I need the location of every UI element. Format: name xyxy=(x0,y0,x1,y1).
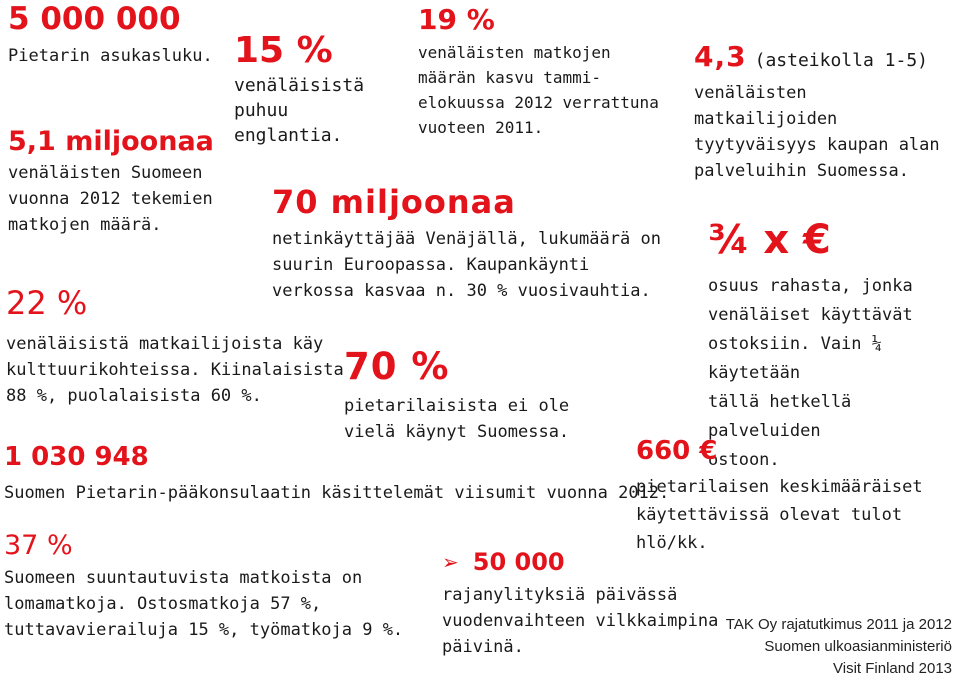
stat-text: netinkäyttäjää Venäjällä, lukumäärä on suurin Euroopassa. Kaupankäynti verkossa kasvaa n. 30 % vuosivauhtia. xyxy=(272,229,661,301)
stat-text: venäläisistä puhuu englantia. xyxy=(234,75,365,146)
stat-satisfaction xyxy=(694,40,960,184)
stat-text: pietarilaisista ei ole vielä käynyt Suomessa. xyxy=(344,396,570,442)
stat-value: 5,1 miljoonaa xyxy=(8,126,214,157)
stat-holiday xyxy=(4,532,403,643)
stat-income xyxy=(636,438,960,557)
stat-text: Suomen Pietarin-pääkonsulaatin käsittelemät viisumit vuonna 2012. xyxy=(4,483,670,503)
stat-value: 5 000 000 xyxy=(8,1,181,37)
stat-value: 22 % xyxy=(6,284,88,322)
stat-population xyxy=(8,1,213,69)
stat-value: 1 030 948 xyxy=(4,442,149,472)
stat-value: 660 € xyxy=(636,436,718,466)
stat-value: 15 % xyxy=(234,30,333,71)
stat-text: rajanylityksiä päivässä vuodenvaihteen vilkkaimpina päivinä. xyxy=(442,585,719,657)
stat-internet xyxy=(272,183,661,304)
stat-text: Pietarin asukasluku. xyxy=(8,46,213,66)
stat-text: osuus rahasta, jonka venäläiset käyttävät ostoksiin. Vain ¼ käytetään tällä hetkellä palveluiden ostoon. xyxy=(708,276,913,470)
stat-not-visited xyxy=(344,345,570,445)
stat-english xyxy=(234,30,365,148)
stat-value: 50 000 xyxy=(472,548,565,576)
stat-value: 70 % xyxy=(344,345,450,388)
stat-value: ¾ x € xyxy=(708,217,831,263)
stat-suffix: (asteikolla 1-5) xyxy=(754,50,928,71)
stat-text: venäläisten Suomeen vuonna 2012 tekemien matkojen määrä. xyxy=(8,163,213,235)
stat-value: 70 miljoonaa xyxy=(272,183,516,221)
stat-text: Suomeen suuntautuvista matkoista on lomamatkoja. Ostosmatkoja 57 %, tuttavavierailuja 15 %, työmatkoja 9 %. xyxy=(4,568,404,640)
stat-text: venäläisistä matkailijoista käy kulttuurikohteissa. Kiinalaisista 88 %, puolalaisista 60 %. xyxy=(6,334,344,406)
stat-value: 19 % xyxy=(418,3,495,36)
stat-text: venäläisten matkojen määrän kasvu tammi- elokuussa 2012 verrattuna vuoteen 2011. xyxy=(418,43,659,137)
stat-share xyxy=(708,217,960,475)
stat-growth xyxy=(418,3,659,140)
stat-crossings xyxy=(442,550,718,660)
sources-note: TAK Oy rajatutkimus 2011 ja 2012 Suomen ulkoasianministeriö Visit Finland 2013 xyxy=(725,616,952,677)
stat-text: pietarilaisen keskimääräiset käytettävissä olevat tulot hlö/kk. xyxy=(636,477,923,553)
stat-culture xyxy=(6,284,344,409)
arrow-bullet-icon: ➢ xyxy=(442,550,459,574)
stat-text: venäläisten matkailijoiden tyytyväisyys kaupan alan palveluihin Suomessa. xyxy=(694,83,940,181)
stat-trips xyxy=(8,128,214,238)
stat-value: 37 % xyxy=(4,530,73,561)
stat-visas xyxy=(4,444,669,506)
stat-value: 4,3 xyxy=(694,40,747,73)
